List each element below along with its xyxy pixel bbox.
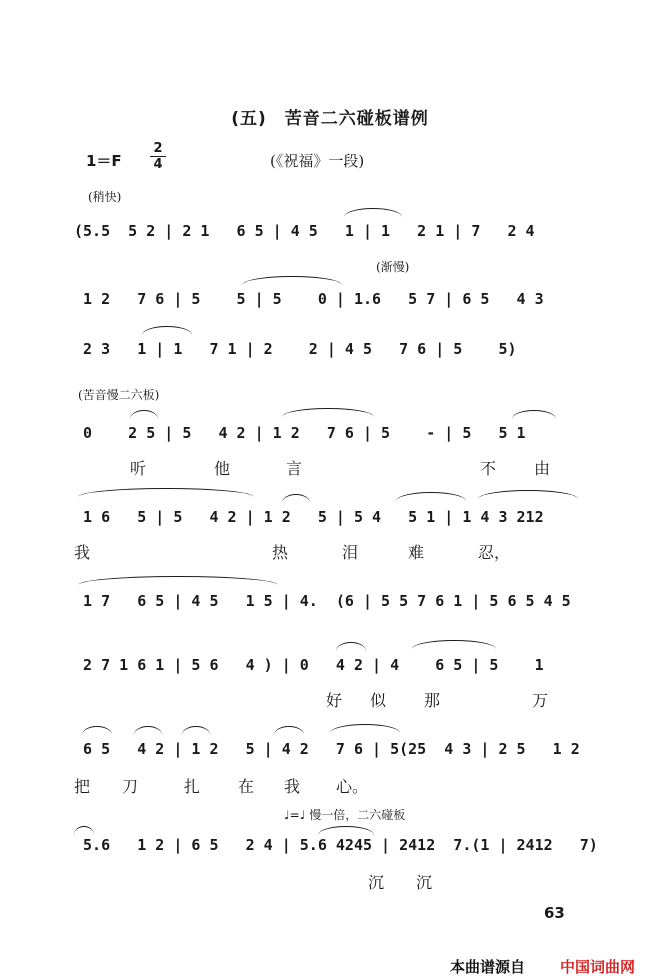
slur xyxy=(318,826,374,835)
lyrics-line-5 xyxy=(74,540,584,564)
staff-line-3 xyxy=(74,340,584,380)
lyric-char: 热 xyxy=(272,543,289,562)
tempo-mark-4: ♩=♩ 慢一倍，二六碰板 xyxy=(284,808,406,822)
slur xyxy=(74,826,94,835)
lyrics-line-4 xyxy=(74,456,584,480)
key-signature: 1＝F xyxy=(86,152,122,170)
time-signature-bottom: 4 xyxy=(153,157,163,172)
time-signature-top: 2 xyxy=(153,141,163,156)
staff-notes: (5.5 5 2 | 2 1 6 5 | 4 5 1 | 1 2 1 | 7 2 4 xyxy=(74,222,535,240)
staff-line-2 xyxy=(74,290,584,330)
slur xyxy=(130,410,158,419)
lyric-char: 刀 xyxy=(122,777,139,796)
page-title: (五) 苦音二六碰板谱例 xyxy=(231,109,429,129)
slur xyxy=(282,494,310,503)
slur xyxy=(78,576,278,585)
lyric-char: 不 xyxy=(480,459,497,478)
staff-notes: 2 7 1 6 1 | 5 6 4 ) | 0 4 2 | 4 6 5 | 5 1 xyxy=(74,656,544,674)
slur xyxy=(134,726,162,735)
lyric-char: 沉 xyxy=(368,873,385,892)
staff-notes: 1 6 5 | 5 4 2 | 1 2 5 | 5 4 5 1 | 1 4 3 212 xyxy=(74,508,544,526)
staff-notes: 5.6 1 2 | 6 5 2 4 | 5.6 4245 | 2412 7.(1 | 2412 7) xyxy=(74,836,598,854)
slur xyxy=(344,208,402,217)
lyric-char: 我 xyxy=(284,777,301,796)
lyric-char: 万 xyxy=(532,691,549,710)
staff-notes: 6 5 4 2 | 1 2 5 | 4 2 7 6 | 5(25 4 3 | 2 5 1 2 xyxy=(74,740,580,758)
time-signature xyxy=(150,142,166,171)
staff-line-1 xyxy=(74,222,584,262)
footer-site-name[interactable]: 中国词曲网 xyxy=(560,958,636,976)
lyric-char: 心。 xyxy=(336,777,369,796)
staff-notes: 1 2 7 6 | 5 5 | 5 0 | 1.6 5 7 | 6 5 4 3 xyxy=(74,290,544,308)
slur xyxy=(396,492,466,501)
slur xyxy=(478,490,578,499)
slur xyxy=(512,410,556,419)
staff-notes: 1 7 6 5 | 4 5 1 5 | 4. (6 | 5 5 7 6 1 | 5 6 5 4 5 xyxy=(74,592,571,610)
slur xyxy=(82,726,112,735)
footer-source-label: 本曲谱源自 xyxy=(450,958,526,976)
lyric-char: 扎 xyxy=(184,777,201,796)
tempo-mark-2: (渐慢) xyxy=(376,260,410,274)
staff-line-6 xyxy=(74,592,584,632)
lyric-char: 由 xyxy=(534,459,551,478)
lyric-char: 言 xyxy=(286,459,303,478)
lyric-char: 忍， xyxy=(478,543,511,562)
lyric-char: 泪 xyxy=(342,543,359,562)
tempo-mark-3: (苦音慢二六板) xyxy=(78,388,160,402)
lyric-char: 在 xyxy=(238,777,255,796)
lyric-char: 他 xyxy=(214,459,231,478)
slur xyxy=(242,276,342,285)
lyrics-line-7 xyxy=(74,688,584,712)
slur xyxy=(412,640,496,649)
slur xyxy=(78,488,254,497)
lyrics-line-8 xyxy=(74,774,584,798)
slur xyxy=(182,726,210,735)
page-number: 63 xyxy=(544,904,565,922)
slur xyxy=(336,642,366,651)
lyric-char: 我 xyxy=(74,543,91,562)
lyric-char: 那 xyxy=(424,691,441,710)
lyric-char: 沉 xyxy=(416,873,433,892)
lyric-char: 难 xyxy=(408,543,425,562)
lyric-char: 似 xyxy=(370,691,387,710)
lyrics-line-9 xyxy=(74,870,584,894)
source-note: (《祝福》一段) xyxy=(270,152,365,170)
lyric-char: 好 xyxy=(326,691,343,710)
slur xyxy=(274,726,304,735)
staff-notes: 0 2 5 | 5 4 2 | 1 2 7 6 | 5 - | 5 5 1 xyxy=(74,424,526,442)
tempo-mark-1: (稍快) xyxy=(88,190,122,204)
lyric-char: 把 xyxy=(74,777,91,796)
lyric-char: 听 xyxy=(130,459,147,478)
slur xyxy=(282,408,374,417)
staff-notes: 2 3 1 | 1 7 1 | 2 2 | 4 5 7 6 | 5 5) xyxy=(74,340,517,358)
slur xyxy=(330,724,400,733)
